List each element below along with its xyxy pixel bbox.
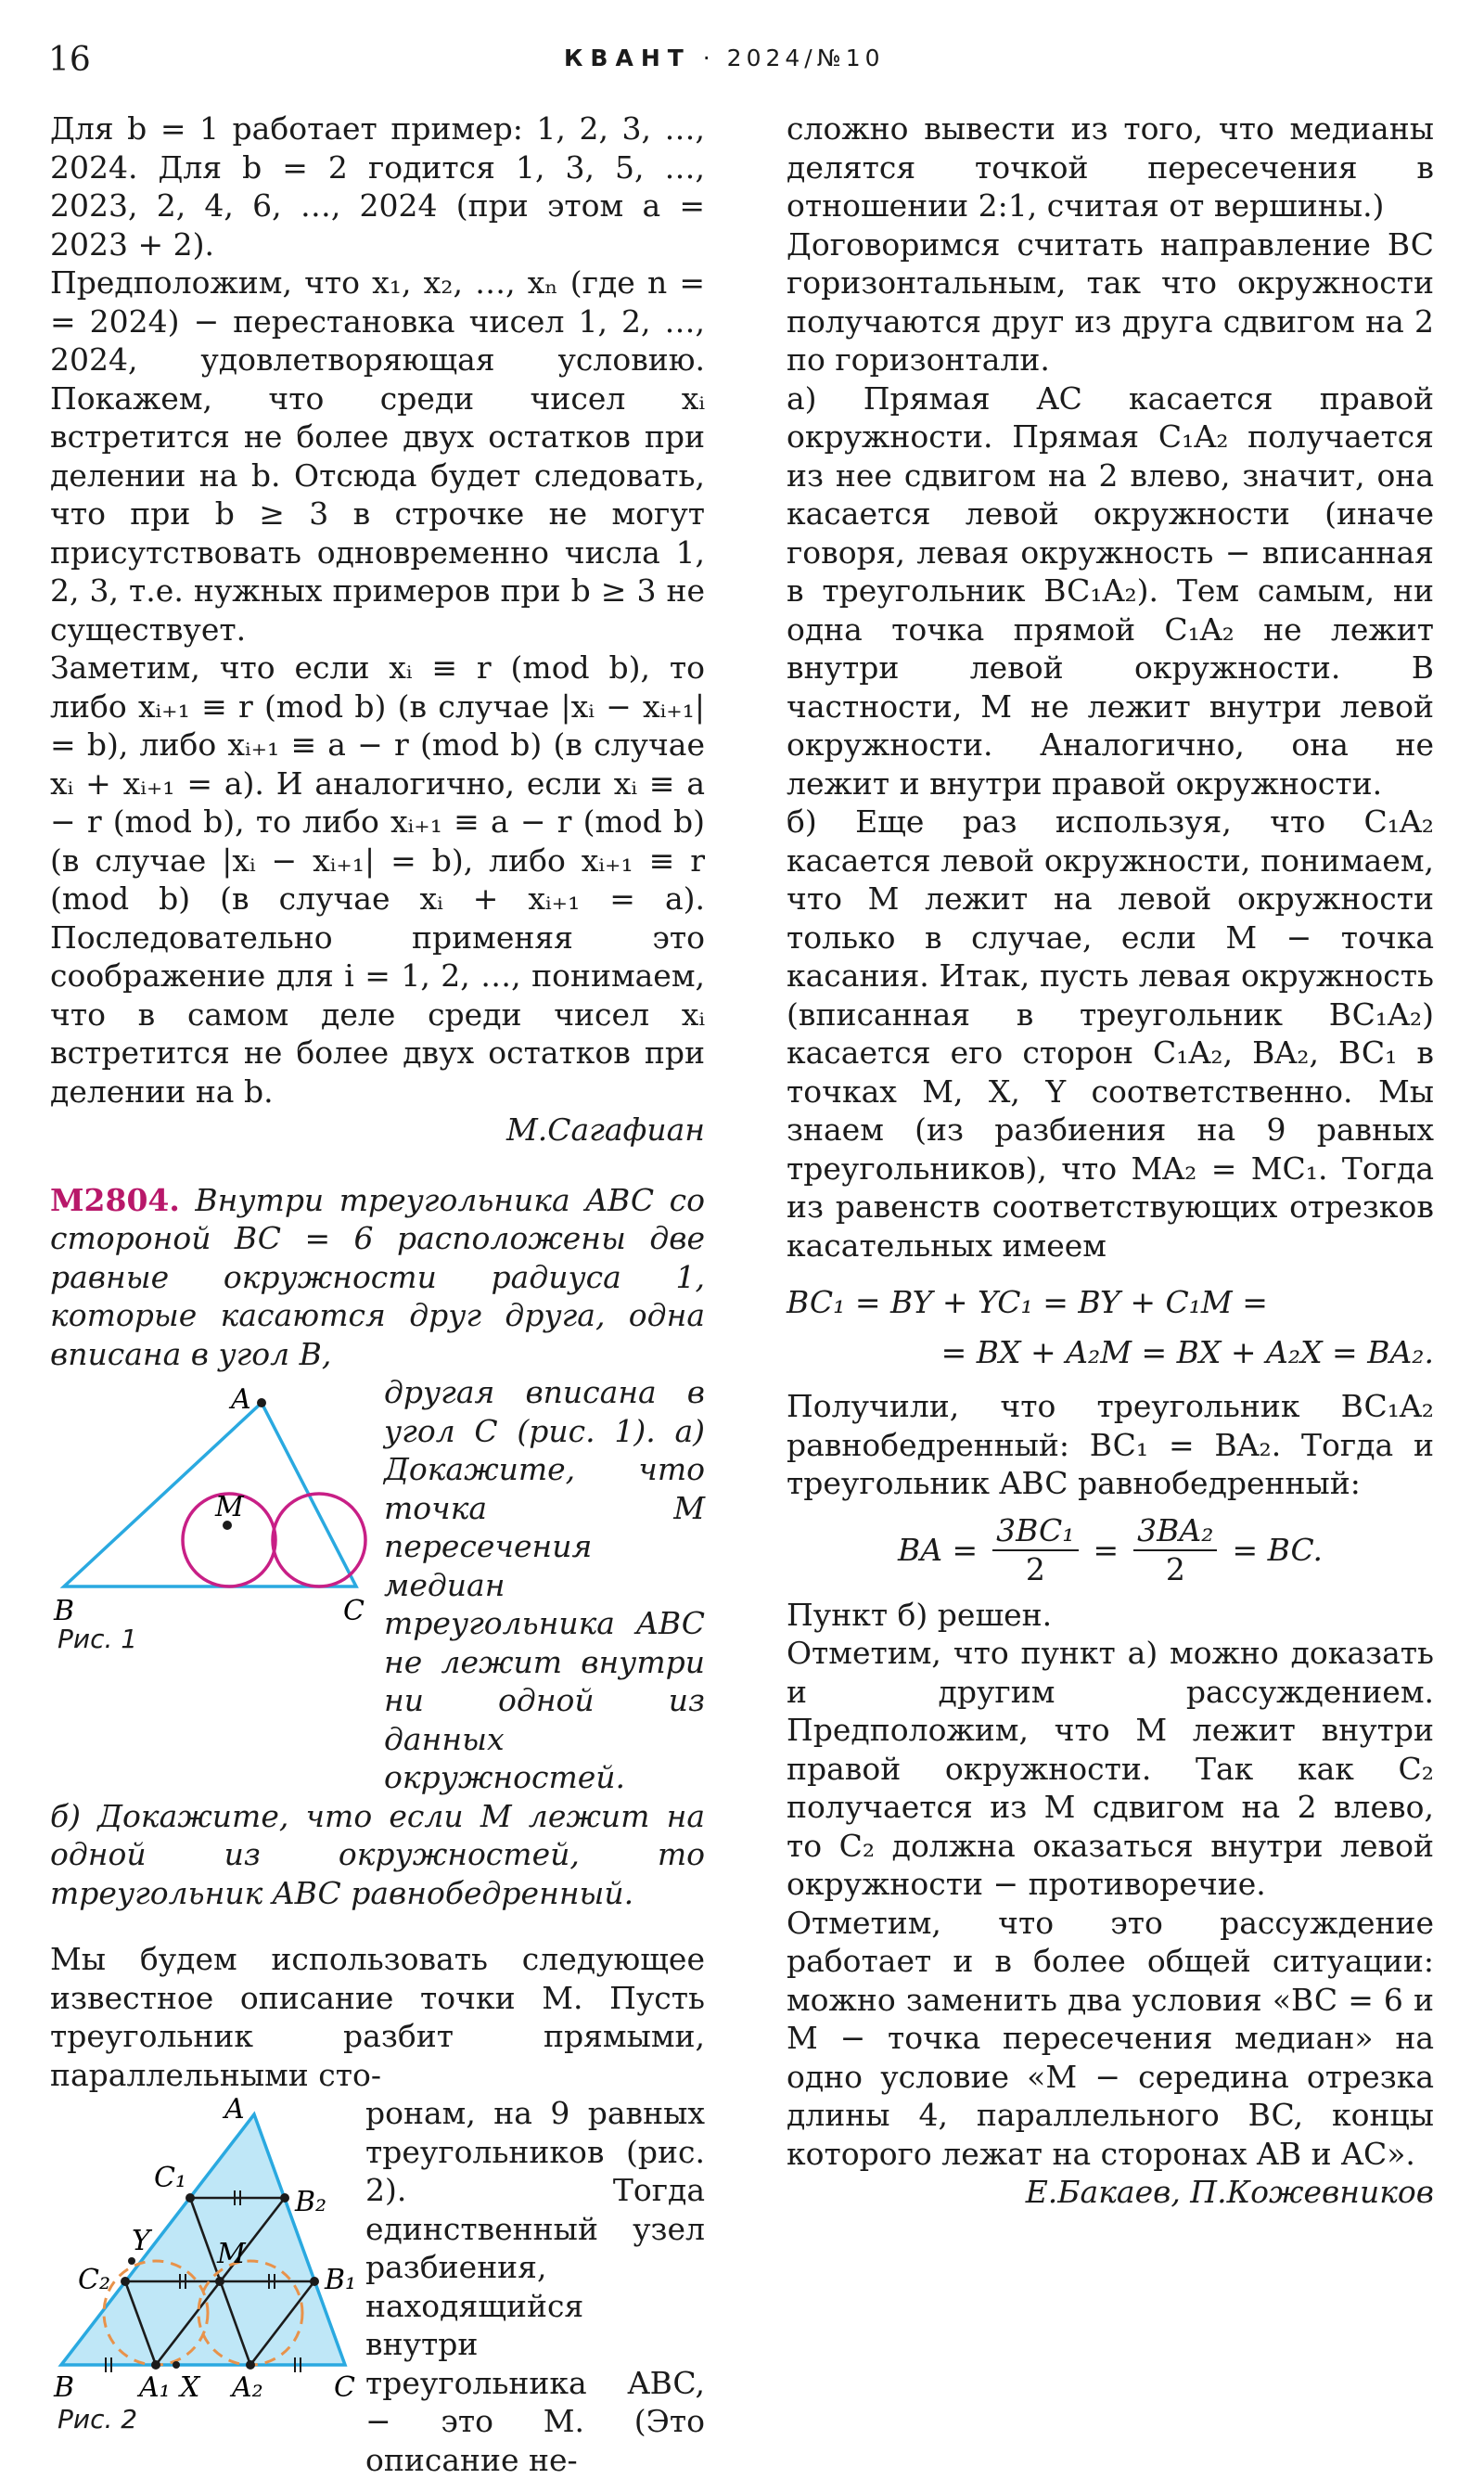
label-c: C [343, 1595, 365, 1627]
figure-2 [50, 2094, 365, 2437]
right-circle [273, 1494, 365, 1586]
label-b1: B₁ [325, 2264, 357, 2296]
fraction-lhs: BA = [897, 1531, 979, 1568]
fraction-1-numerator: 3BC₁ [992, 1512, 1078, 1551]
figure-1 [50, 1373, 384, 1679]
issue-number: · 2024/№10 [702, 45, 885, 71]
fraction-2 [1133, 1512, 1217, 1588]
label-c1: C₁ [154, 2162, 186, 2194]
equation-block [787, 1278, 1434, 1378]
fraction-rhs: = BC. [1232, 1531, 1324, 1568]
label-a2-bottom: A₂ [232, 2371, 263, 2400]
equation-line-1: BC₁ = BY + YC₁ = BY + C₁M = [787, 1284, 1268, 1320]
equation-line-2: = BX + A₂M = BX + A₂X = BA₂. [940, 1334, 1434, 1370]
figure-2-drawing [50, 2094, 365, 2400]
label-a2: A [224, 2094, 245, 2126]
right-paragraph-7: Отметим, что пункт а) можно доказать и другим рассуждением. Предположим, что M лежит внутри правой окружности. Так как C₂ получается из M сдвигом на 2 влево, то C₂ должна оказаться внутри левой окружности − противоречие. [787, 1635, 1434, 1902]
fraction-equation [787, 1512, 1434, 1588]
right-paragraph-5: Получили, что треугольник BC₁A₂ равнобедренный: BC₁ = BA₂. Тогда и треугольник ABC равнобедренный: [787, 1388, 1434, 1501]
figure-1-drawing [50, 1373, 384, 1651]
label-b2: B₂ [295, 2186, 327, 2218]
left-paragraph-2: Предположим, что x₁, x₂, …, xₙ (где n = = 2024) − перестановка чисел 1, 2, …, 2024, удовлетворяющая условию. Покажем, что среди чисел xᵢ встретится не более двух остатков при делении на b. Отсюда будет следовать, что при b ≥ 3 в строчке не могут присутствовать одновременно числа 1, 2, 3, т.е. нужных примеров при b ≥ 3 не существует. [50, 264, 705, 648]
label-a1: A₁ [139, 2371, 171, 2400]
label-m2: M [217, 2238, 246, 2270]
fraction-1 [992, 1512, 1078, 1588]
label-a: A [231, 1383, 251, 1416]
label-b-fig2: B [54, 2371, 75, 2400]
fraction-2-denominator: 2 [1165, 1550, 1185, 1587]
right-paragraph-2: Договоримся считать направление BC горизонтальным, так что окружности получаются друг из друга сдвигом на 2 по горизонтали. [787, 225, 1434, 378]
left-paragraph-3: Заметим, что если xᵢ ≡ r (mod b), то либо xᵢ₊₁ ≡ r (mod b) (в случае |xᵢ − xᵢ₊₁| = b), либо xᵢ₊₁ ≡ a − r (mod b) (в случае xᵢ + xᵢ₊₁ = a). И аналогично, если xᵢ ≡ a − r (mod b), то либо xᵢ₊₁ ≡ a − r (mod b) (в случае |xᵢ − xᵢ₊₁| = b), либо xᵢ₊₁ ≡ r (mod b) (в случае xᵢ + xᵢ₊₁ = a). Последовательно применяя это соображение для i = 1, 2, …, понимаем, что в самом деле среди чисел xᵢ встретится не более двух остатков при делении на b. [50, 649, 705, 1110]
figure-2-caption: Рис. 2 [58, 2404, 138, 2434]
problem-side-text: другая вписана в угол C (рис. 1). а) Докажите, что точка M пересечения медиан треугольника ABC не лежит внутри ни одной из данных окружностей. [384, 1374, 705, 1795]
figure-1-row [50, 1373, 705, 1797]
figure-1-caption: Рис. 1 [58, 1624, 138, 1654]
solution-paragraph-1: Мы будем использовать следующее известное описание точки M. Пусть треугольник разбит прямыми, параллельными сто- [50, 1941, 705, 2093]
signature-bakaev-kozhevnikov: Е.Бакаев, П.Кожевников [1025, 2174, 1434, 2210]
label-m: M [215, 1491, 244, 1523]
point-a [257, 1398, 266, 1407]
right-column [787, 109, 1434, 2212]
label-b: B [54, 1595, 75, 1627]
figure-2-row [50, 2094, 705, 2479]
label-y: Y [132, 2225, 150, 2257]
label-x: X [180, 2371, 200, 2400]
right-paragraph-8: Отметим, что это рассуждение работает и в более общей ситуации: можно заменить два условия «BC = 6 и M − точка пересечения медиан» на одно условие «M − середина отрезка длины 4, параллельного BC, концы которого лежат на сторонах AB и AC». [787, 1904, 1434, 2172]
fraction-2-numerator: 3BA₂ [1133, 1512, 1217, 1551]
fraction-1-denominator: 2 [1025, 1550, 1045, 1587]
signature-sagafian: М.Сагафиан [505, 1111, 705, 1148]
problem-id: М2804. [50, 1181, 180, 1218]
label-c-fig2: C [334, 2371, 355, 2400]
problem-intro: Внутри треугольника ABC со стороной BC = 6 расположены две равные окружности радиуса 1, которые касаются друг друга, одна вписана в угол B, [50, 1181, 705, 1372]
problem-statement [50, 1181, 705, 1374]
left-paragraph-1: Для b = 1 работает пример: 1, 2, 3, …, 2024. Для b = 2 годится 1, 3, 5, …, 2023, 2, 4, 6, …, 2024 (при этом a = 2023 + 2). [50, 110, 705, 263]
right-paragraph-3: а) Прямая AC касается правой окружности. Прямая C₁A₂ получается из нее сдвигом на 2 влево, значит, она касается левой окружности (иначе говоря, левая окружность − вписанная в треугольник BC₁A₂). Тем самым, ни одна точка прямой C₁A₂ не лежит внутри левой окружности. В частности, M не лежит внутри левой окружности. Аналогично, она не лежит и внутри правой окружности. [787, 379, 1434, 802]
right-paragraph-1: сложно вывести из того, что медианы делятся точкой пересечения в отношении 2:1, считая от вершины.) [787, 110, 1434, 224]
left-column [50, 109, 705, 2479]
label-c2: C₂ [78, 2264, 110, 2296]
problem-part-b: б) Докажите, что если M лежит на одной из окружностей, то треугольник ABC равнобедренный. [50, 1797, 705, 1911]
page-number: 16 [48, 41, 91, 79]
solution-side-text: ронам, на 9 равных треугольников (рис. 2). Тогда единственный узел разбиения, находящийся внутри треугольника ABC, − это M. (Это описание не- [365, 2095, 705, 2478]
right-paragraph-4: б) Еще раз используя, что C₁A₂ касается левой окружности, понимаем, что M лежит на левой окружности только в случае, если M − точка касания. Итак, пусть левая окружность (вписанная в треугольник BC₁A₂) касается его сторон C₁A₂, BA₂, BC₁ в точках M, X, Y соответственно. Мы знаем (из разбиения на 9 равных треугольников), что MA₂ = MC₁. Тогда из равенств соответствующих отрезков касательных имеем [787, 803, 1434, 1264]
magazine-title: КВАНТ [564, 45, 691, 71]
fraction-equals: = [1093, 1531, 1119, 1568]
right-paragraph-6: Пункт б) решен. [787, 1596, 1053, 1633]
running-header [564, 45, 885, 71]
triangle-fill [61, 2114, 345, 2365]
